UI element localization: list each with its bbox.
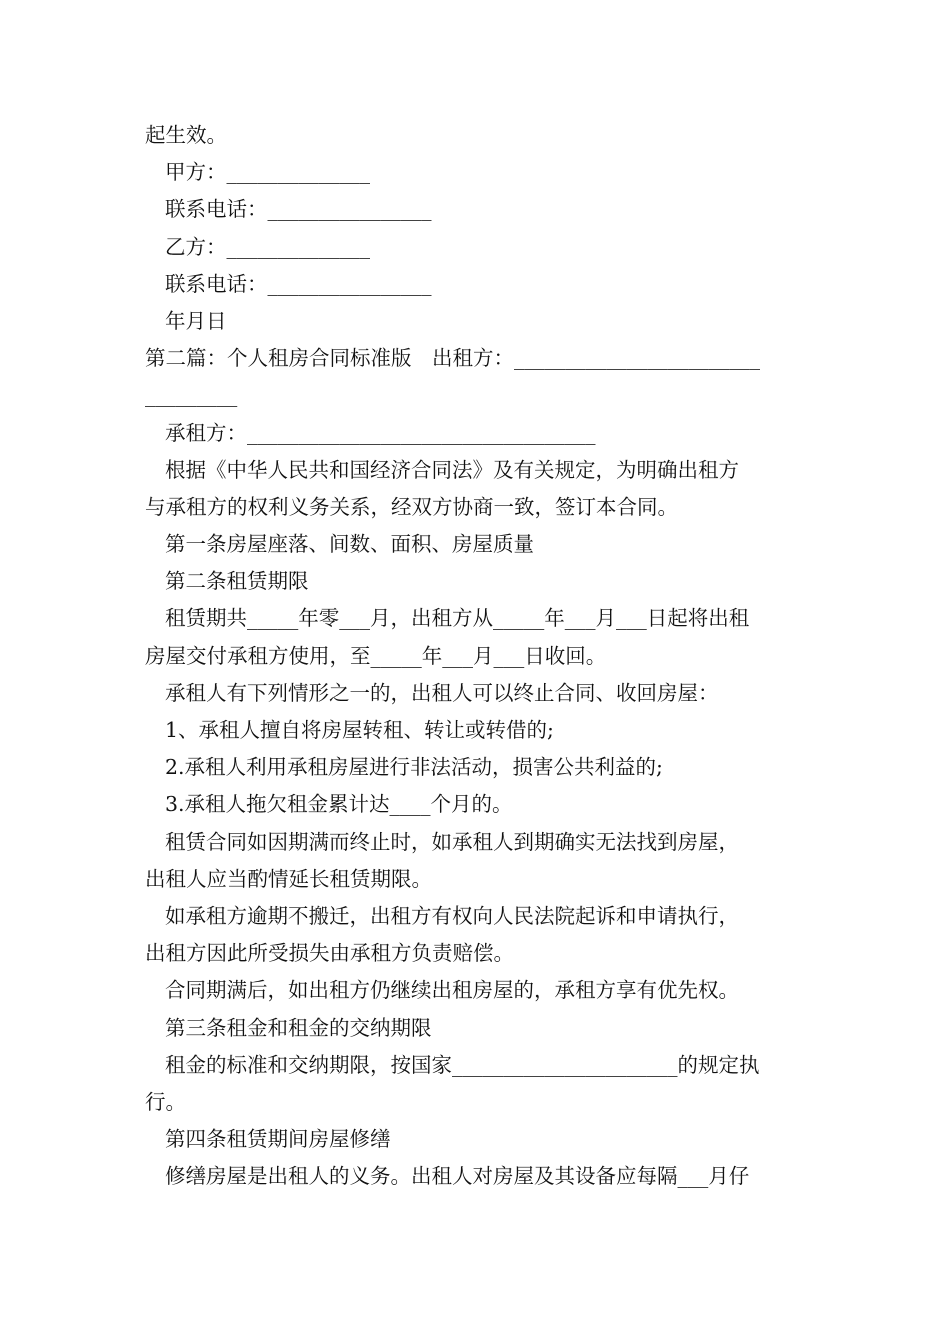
text-line: 第三条租金和租金的交纳期限: [165, 1015, 432, 1040]
text-line: 租赁期共_____年零___月，出租方从_____年___月___日起将出租: [165, 606, 750, 631]
text-line: 第二篇：个人租房合同标准版 出租方：________________________: [145, 346, 760, 371]
text-line: 第一条房屋座落、间数、面积、房屋质量: [165, 532, 534, 557]
text-line: 合同期满后，如出租方仍继续出租房屋的，承租方享有优先权。: [165, 978, 739, 1003]
text-line: 租金的标准和交纳期限，按国家______________________的规定执: [165, 1052, 760, 1077]
text-line: 第二条租赁期限: [165, 569, 309, 594]
text-line: 如承租方逾期不搬迁，出租方有权向人民法院起诉和申请执行，: [165, 903, 739, 928]
text-line: 年月日: [165, 308, 227, 333]
text-line: _________: [145, 383, 238, 408]
text-line: 出租人应当酌情延长租赁期限。: [145, 866, 432, 891]
text-line: 修缮房屋是出租人的义务。出租人对房屋及其设备应每隔___月仔: [165, 1164, 750, 1189]
text-line: 承租方：__________________________________: [165, 420, 596, 445]
text-line: 房屋交付承租方使用，至_____年___月___日收回。: [145, 643, 607, 668]
document-body: [145, 117, 810, 1195]
text-line: 起生效。: [145, 123, 227, 147]
text-line: 租赁合同如因期满而终止时，如承租人到期确实无法找到房屋，: [165, 829, 739, 854]
text-line: 行。: [145, 1089, 186, 1114]
text-line: 第四条租赁期间房屋修缮: [165, 1127, 391, 1152]
text-line: 2.承租人利用承租房屋进行非法活动，损害公共利益的;: [165, 755, 663, 780]
text-line: 与承租方的权利义务关系，经双方协商一致，签订本合同。: [145, 494, 678, 519]
text-line: 联系电话：________________: [165, 197, 432, 222]
text-line: 联系电话：________________: [165, 271, 432, 296]
text-line: 承租人有下列情形之一的，出租人可以终止合同、收回房屋：: [165, 680, 719, 705]
text-line: 1、承租人擅自将房屋转租、转让或转借的;: [165, 718, 554, 742]
text-line: 乙方：______________: [165, 234, 370, 259]
text-line: 3.承租人拖欠租金累计达____个月的。: [165, 792, 513, 817]
text-line: 甲方：______________: [165, 160, 370, 185]
text-line: 出租方因此所受损失由承租方负责赔偿。: [145, 941, 514, 966]
text-line: 根据《中华人民共和国经济合同法》及有关规定，为明确出租方: [165, 457, 739, 482]
